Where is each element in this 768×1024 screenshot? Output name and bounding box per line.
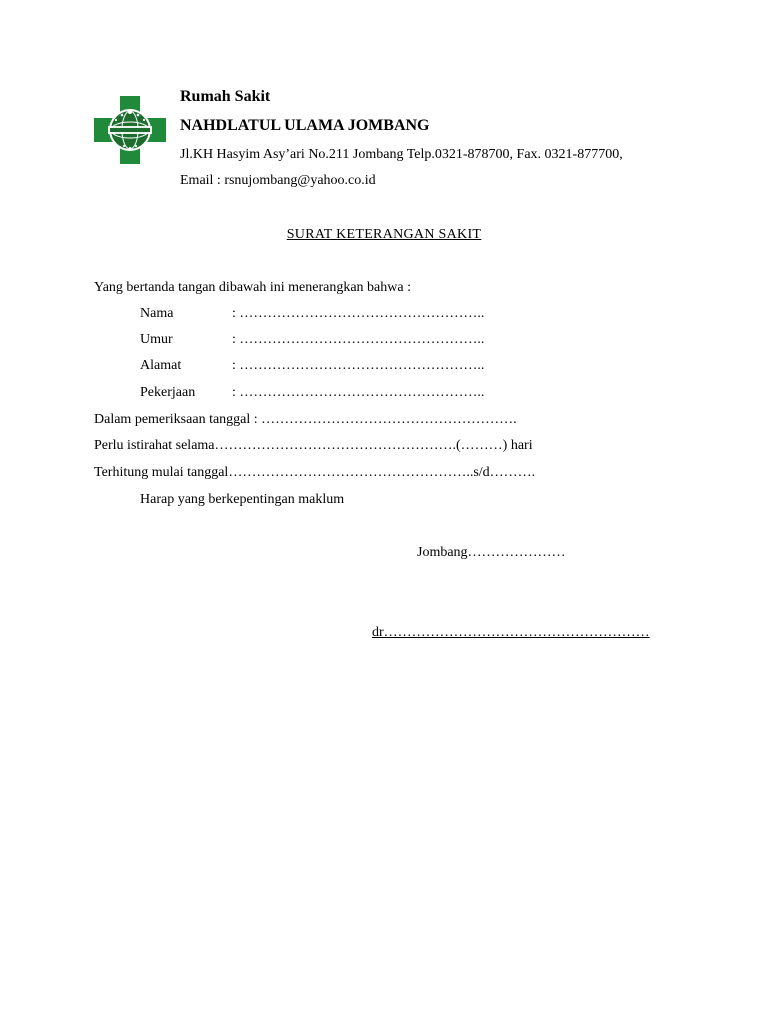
doctor-signature-line: dr…………………………………………………: [372, 625, 650, 640]
rest-duration-line: Perlu istirahat selama…………………………………………….(………) hari: [94, 438, 533, 453]
document-title-wrapper: [0, 226, 768, 244]
field-value-nama: : ……………………………………………..: [232, 306, 485, 321]
hospital-logo: [94, 96, 166, 164]
intro-text: Yang bertanda tangan dibawah ini menerangkan bahwa :: [94, 280, 411, 295]
field-label-umur: Umur: [140, 332, 173, 347]
field-value-alamat: : ……………………………………………..: [232, 358, 485, 373]
place-date-line: Jombang…………………: [417, 545, 566, 560]
hospital-type: Rumah Sakit: [180, 88, 271, 105]
field-value-umur: : ……………………………………………..: [232, 332, 485, 347]
document-title: SURAT KETERANGAN SAKIT: [286, 227, 482, 242]
field-label-pekerjaan: Pekerjaan: [140, 385, 196, 400]
field-value-pekerjaan: : ……………………………………………..: [232, 385, 485, 400]
hospital-address: Jl.KH Hasyim Asy’ari No.211 Jombang Telp.0321-878700, Fax. 0321-877700,: [180, 147, 623, 162]
exam-date-line: Dalam pemeriksaan tanggal : ……………………………………………….: [94, 412, 517, 427]
hospital-name: NAHDLATUL ULAMA JOMBANG: [180, 117, 430, 134]
hospital-email: Email : rsnujombang@yahoo.co.id: [180, 173, 376, 188]
closing-notice: Harap yang berkepentingan maklum: [140, 492, 345, 507]
field-label-nama: Nama: [140, 306, 174, 321]
rest-period-line: Terhitung mulai tanggal……………………………………………..s/d……….: [94, 465, 536, 480]
field-label-alamat: Alamat: [140, 358, 182, 373]
